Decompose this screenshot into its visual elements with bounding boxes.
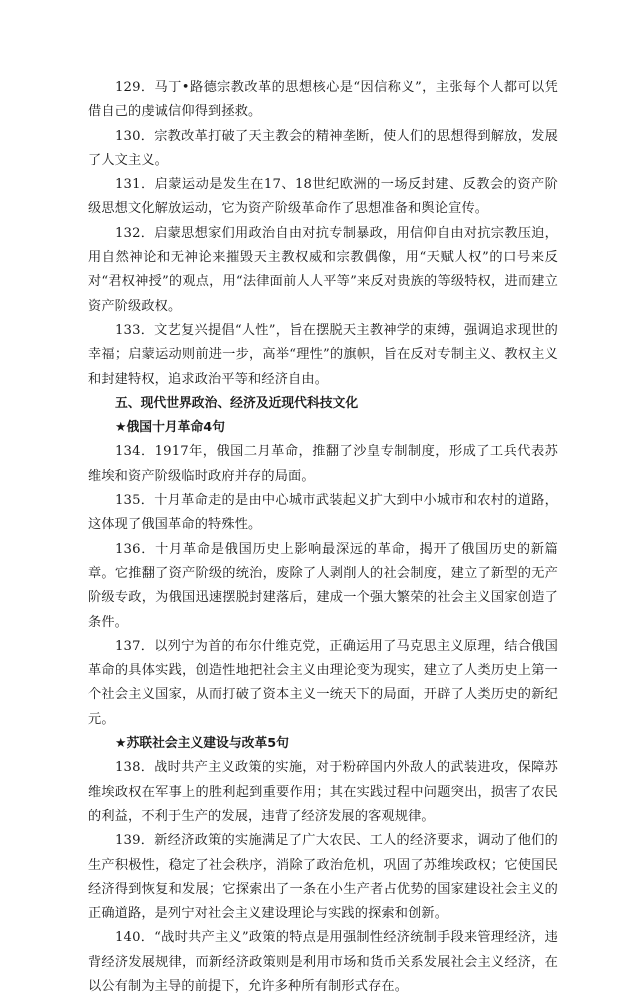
paragraph-131: 131．启蒙运动是发生在17、18世纪欧洲的一场反封建、反教会的资产阶级思想文化解放运动，它为资产阶级革命作了思想准备和舆论宣传。 — [88, 177, 558, 217]
paragraph-136: 136．十月革命是俄国历史上影响最深远的革命，揭开了俄国历史的新篇章。它推翻了资产阶级的统治，废除了人剥削人的社会制度，建立了新型的无产阶级专政，为俄国迅速摆脱封建落后，建成一个强大繁荣的社会主义国家创造了条件。 — [88, 541, 558, 630]
paragraph-134: 134．1917年，俄国二月革命，推翻了沙皇专制制度，形成了工兵代表苏维埃和资产阶级临时政府并存的局面。 — [88, 444, 558, 484]
subheading-october-revolution: ★俄国十月革命4句 — [115, 420, 225, 436]
document-body — [88, 76, 558, 999]
paragraph-135: 135．十月革命走的是由中心城市武装起义扩大到中小城市和农村的道路，这体现了俄国革命的特殊性。 — [88, 493, 558, 533]
paragraph-137: 137．以列宁为首的布尔什维克党，正确运用了马克思主义原理，结合俄国革命的具体实践，创造性地把社会主义由理论变为现实，建立了人类历史上第一个社会主义国家，从而打破了资本主义一统天下的局面，开辟了人类历史的新纪元。 — [88, 638, 558, 727]
section-heading: 五、现代世界政治、经济及近现代科技文化 — [115, 395, 359, 411]
paragraph-129: 129．马丁•路德宗教改革的思想核心是“因信称义”，主张每个人都可以凭借自己的虔诚信仰得到拯救。 — [88, 80, 558, 120]
subheading-soviet-reform: ★苏联社会主义建设与改革5句 — [115, 736, 289, 752]
paragraph-132: 132．启蒙思想家们用政治自由对抗专制暴政，用信仰自由对抗宗教压迫，用自然神论和无神论来摧毁天主教权威和宗教偶像，用“天赋人权”的口号来反对“君权神授”的观点，用“法律面前人人平等”来反对贵族的等级特权，进而建立资产阶级政权。 — [88, 225, 558, 314]
paragraph-138: 138．战时共产主义政策的实施，对于粉碎国内外敌人的武装进攻，保障苏维埃政权在军事上的胜利起到重要作用；其在实践过程中问题突出，损害了农民的利益，不利于生产的发展，违背了经济发展的客观规律。 — [88, 760, 558, 824]
paragraph-133: 133．文艺复兴提倡“人性”，旨在摆脱天主教神学的束缚，强调追求现世的幸福；启蒙运动则前进一步，高举“理性”的旗帜，旨在反对专制主义、教权主义和封建特权，追求政治平等和经济自由。 — [88, 322, 558, 387]
paragraph-140: 140．“战时共产主义”政策的特点是用强制性经济统制手段来管理经济，违背经济发展规律，而新经济政策则是利用市场和货币关系发展社会主义经济，在以公有制为主导的前提下，允许多种所有制形式存在。 — [88, 930, 558, 994]
paragraph-130: 130．宗教改革打破了天主教会的精神垄断，使人们的思想得到解放，发展了人文主义。 — [88, 128, 558, 168]
paragraph-139: 139．新经济政策的实施满足了广大农民、工人的经济要求，调动了他们的生产积极性，稳定了社会秩序，消除了政治危机，巩固了苏维埃政权；它使国民经济得到恢复和发展；它探索出了一条在小生产者占优势的国家建设社会主义的正确道路，是列宁对社会主义建设理论与实践的探索和创新。 — [88, 833, 558, 922]
